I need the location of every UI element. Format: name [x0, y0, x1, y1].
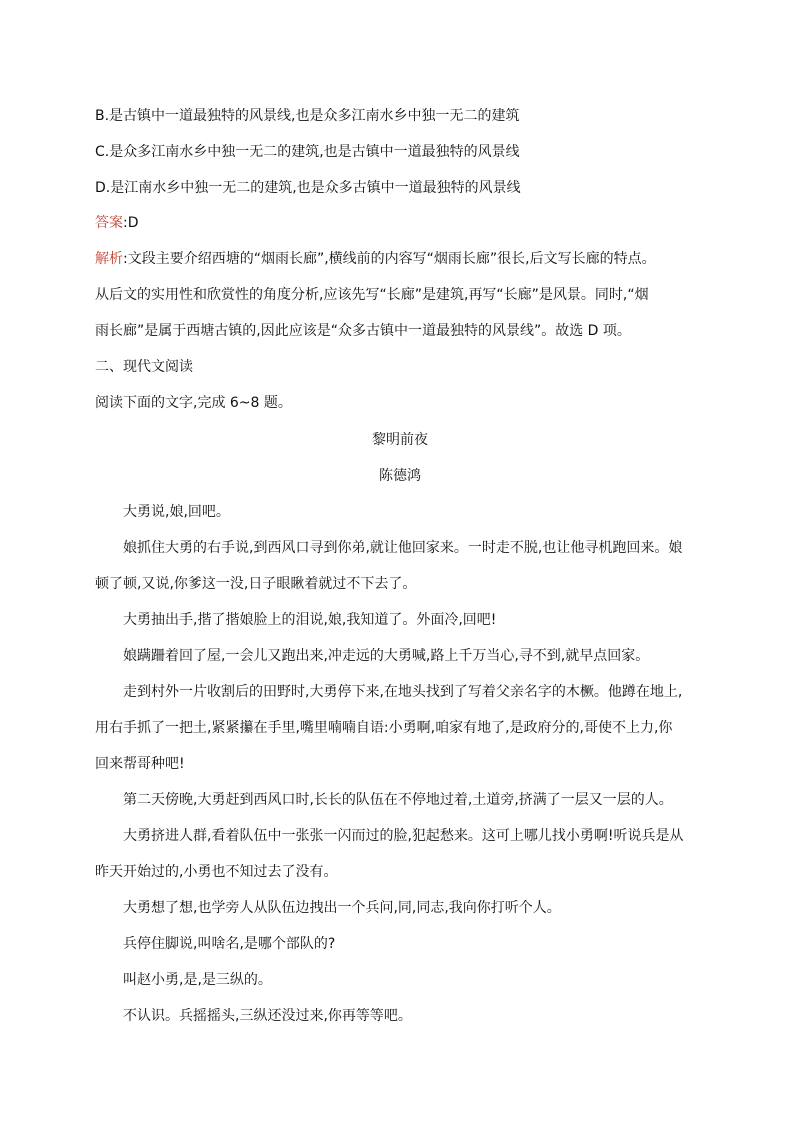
section-instruction: 阅读下面的文字,完成 6~8 题。	[95, 395, 292, 411]
paragraph-line: 回来帮哥种吧!	[95, 756, 185, 772]
answer-value: :D	[123, 215, 139, 231]
option-d: D.是江南水乡中独一无二的建筑,也是众多古镇中一道最独特的风景线	[95, 180, 521, 196]
answer-line	[95, 214, 705, 232]
paragraph-line: 用右手抓了一把土,紧紧攥在手里,嘴里喃喃自语:小勇啊,咱家有地了,是政府分的,哥使不上力,你	[95, 720, 673, 736]
article-title: 黎明前夜	[372, 432, 428, 448]
paragraph-line: 兵停住脚说,叫啥名,是哪个部队的?	[123, 936, 336, 952]
article-author: 陈德鸿	[379, 468, 421, 484]
analysis-label: 解析	[95, 251, 123, 267]
analysis-text-1: :文段主要介绍西塘的“烟雨长廊”,横线前的内容写“烟雨长廊”很长,后文写长廊的特点。	[123, 251, 656, 267]
paragraph-line: 大勇挤进人群,看着队伍中一张张一闪而过的脸,犯起愁来。这可上哪儿找小勇啊!听说兵是从	[123, 828, 684, 844]
answer-label: 答案	[95, 215, 123, 231]
paragraph-line: 顿了顿,又说,你爹这一没,日子眼瞅着就过不下去了。	[95, 576, 417, 592]
paragraph-line: 昨天开始过的,小勇也不知过去了没有。	[95, 864, 338, 880]
section-heading: 二、现代文阅读	[95, 359, 193, 375]
paragraph-line: 大勇抽出手,揩了揩娘脸上的泪说,娘,我知道了。外面冷,回吧!	[123, 612, 497, 628]
paragraph-line: 叫赵小勇,是,是三纵的。	[123, 972, 272, 988]
analysis-line-2: 从后文的实用性和欣赏性的角度分析,应该先写“长廊”是建筑,再写“长廊”是风景。同时,“烟	[95, 287, 649, 303]
analysis-line-1	[95, 250, 705, 268]
option-b: B.是古镇中一道最独特的风景线,也是众多江南水乡中独一无二的建筑	[95, 108, 520, 124]
paragraph-line: 娘蹒跚着回了屋,一会儿又跑出来,冲走远的大勇喊,路上千万当心,寻不到,就早点回家。	[123, 648, 650, 664]
paragraph-line: 第二天傍晚,大勇赶到西风口时,长长的队伍在不停地过着,土道旁,挤满了一层又一层的人。	[123, 792, 673, 808]
analysis-line-3: 雨长廊”是属于西塘古镇的,因此应该是“众多古镇中一道最独特的风景线”。故选 D 项。	[95, 323, 631, 339]
option-c: C.是众多江南水乡中独一无二的建筑,也是古镇中一道最独特的风景线	[95, 144, 520, 160]
paragraph-line: 娘抓住大勇的右手说,到西风口寻到你弟,就让他回家来。一时走不脱,也让他寻机跑回来。娘	[123, 540, 683, 556]
paragraph-line: 大勇想了想,也学旁人从队伍边拽出一个兵问,同,同志,我向你打听个人。	[123, 900, 561, 916]
paragraph-line: 走到村外一片收割后的田野时,大勇停下来,在地头找到了写着父亲名字的木橛。他蹲在地上,	[123, 684, 683, 700]
paragraph-line: 大勇说,娘,回吧。	[123, 504, 230, 520]
paragraph-line: 不认识。兵摇摇头,三纵还没过来,你再等等吧。	[123, 1008, 412, 1024]
